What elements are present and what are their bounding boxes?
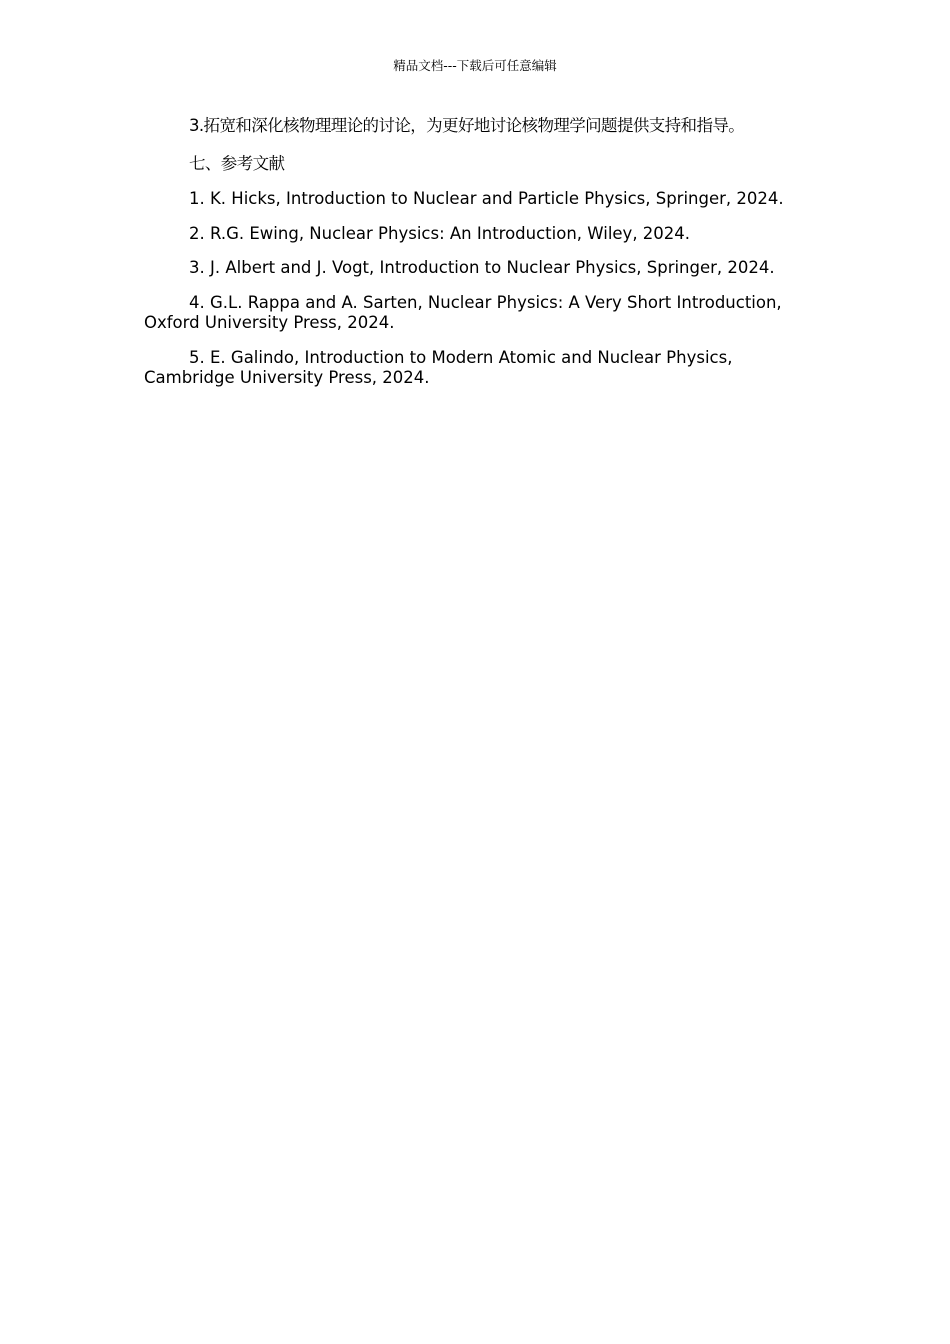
- reference-item-1: 1. K. Hicks, Introduction to Nuclear and Particle Physics, Springer, 2024.: [189, 189, 784, 208]
- reference-item-4: 4. G.L. Rappa and A. Sarten, Nuclear Physics: A Very Short Introduction, Oxford University Press, 2024.: [144, 292, 782, 332]
- reference-item-3: 3. J. Albert and J. Vogt, Introduction to Nuclear Physics, Springer, 2024.: [189, 258, 775, 277]
- document-body: [144, 116, 814, 389]
- reference-item-2: 2. R.G. Ewing, Nuclear Physics: An Introduction, Wiley, 2024.: [189, 223, 691, 243]
- reference-item-5: 5. E. Galindo, Introduction to Modern Atomic and Nuclear Physics, Cambridge University Press, 2024.: [144, 347, 733, 387]
- point-3-paragraph: 3.拓宽和深化核物理理论的讨论，为更好地讨论核物理学问题提供支持和指导。: [189, 116, 745, 135]
- page-header: 精品文档---下载后可任意编辑: [393, 58, 557, 73]
- section-heading-references: 七、参考文献: [189, 153, 285, 173]
